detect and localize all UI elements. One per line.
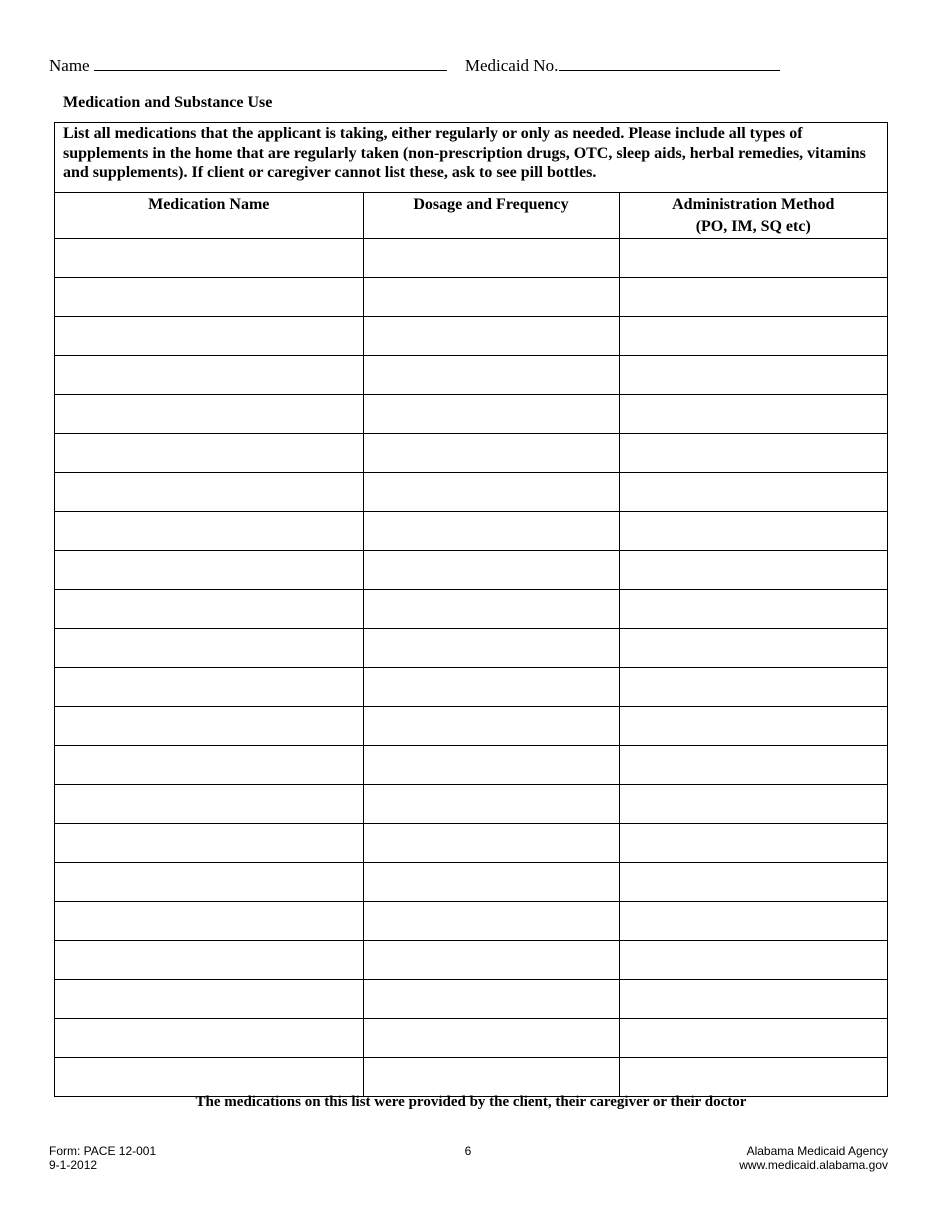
table-row (55, 629, 887, 668)
medicaid-number-field[interactable] (559, 56, 780, 71)
medication-name-cell[interactable] (55, 512, 363, 551)
administration-method-cell[interactable] (619, 941, 887, 980)
medication-name-cell[interactable] (55, 902, 363, 941)
medication-name-cell[interactable] (55, 1058, 363, 1097)
administration-method-cell[interactable] (619, 434, 887, 473)
administration-method-cell[interactable] (619, 746, 887, 785)
form-date: 9-1-2012 (49, 1158, 98, 1172)
instructions-text: List all medications that the applicant is taking, either regularly or only as needed. Please include all types of supplements in the home that are regularly taken (non-prescription drugs, OTC, sleep aids, herbal remedies, vitamins and supplements). If client or caregiver cannot list these, ask to see pill bottles. (55, 123, 887, 193)
medication-name-cell[interactable] (55, 824, 363, 863)
medication-name-cell[interactable] (55, 941, 363, 980)
dosage-frequency-cell[interactable] (363, 239, 619, 278)
table-row (55, 1058, 887, 1097)
table-row (55, 785, 887, 824)
dosage-frequency-cell[interactable] (363, 434, 619, 473)
table-row (55, 863, 887, 902)
table-row (55, 434, 887, 473)
applicant-header (49, 56, 780, 76)
medication-name-cell[interactable] (55, 317, 363, 356)
medicaid-number-label: Medicaid No. (464, 56, 559, 75)
dosage-frequency-cell[interactable] (363, 824, 619, 863)
medication-name-cell[interactable] (55, 551, 363, 590)
administration-method-cell[interactable] (619, 239, 887, 278)
medication-name-cell[interactable] (55, 278, 363, 317)
dosage-frequency-cell[interactable] (363, 473, 619, 512)
medication-name-cell[interactable] (55, 629, 363, 668)
administration-method-cell[interactable] (619, 278, 887, 317)
medication-name-cell[interactable] (55, 590, 363, 629)
column-header-dosage-frequency: Dosage and Frequency (363, 193, 619, 239)
medication-form-box (54, 122, 888, 1097)
dosage-frequency-cell[interactable] (363, 590, 619, 629)
table-row (55, 395, 887, 434)
dosage-frequency-cell[interactable] (363, 1019, 619, 1058)
column-header-administration-method: Administration Method (PO, IM, SQ etc) (619, 193, 887, 239)
dosage-frequency-cell[interactable] (363, 785, 619, 824)
table-row (55, 512, 887, 551)
medication-name-cell[interactable] (55, 980, 363, 1019)
administration-method-cell[interactable] (619, 1058, 887, 1097)
attestation-note: The medications on this list were provided by the client, their caregiver or their doctor (195, 1094, 747, 1110)
dosage-frequency-cell[interactable] (363, 629, 619, 668)
table-row (55, 824, 887, 863)
administration-method-cell[interactable] (619, 1019, 887, 1058)
medication-table (55, 193, 887, 1096)
dosage-frequency-cell[interactable] (363, 317, 619, 356)
administration-method-cell[interactable] (619, 356, 887, 395)
dosage-frequency-cell[interactable] (363, 512, 619, 551)
administration-method-cell[interactable] (619, 707, 887, 746)
administration-method-cell[interactable] (619, 902, 887, 941)
dosage-frequency-cell[interactable] (363, 356, 619, 395)
administration-method-cell[interactable] (619, 473, 887, 512)
administration-method-cell[interactable] (619, 629, 887, 668)
table-row (55, 707, 887, 746)
table-row (55, 590, 887, 629)
table-row (55, 239, 887, 278)
administration-method-cell[interactable] (619, 863, 887, 902)
table-row (55, 551, 887, 590)
administration-method-cell[interactable] (619, 668, 887, 707)
dosage-frequency-cell[interactable] (363, 746, 619, 785)
dosage-frequency-cell[interactable] (363, 941, 619, 980)
agency-website: www.medicaid.alabama.gov (739, 1158, 888, 1172)
medication-name-cell[interactable] (55, 668, 363, 707)
administration-method-cell[interactable] (619, 590, 887, 629)
dosage-frequency-cell[interactable] (363, 980, 619, 1019)
table-row (55, 1019, 887, 1058)
medication-name-cell[interactable] (55, 746, 363, 785)
table-row (55, 941, 887, 980)
dosage-frequency-cell[interactable] (363, 668, 619, 707)
dosage-frequency-cell[interactable] (363, 278, 619, 317)
agency-name: Alabama Medicaid Agency (746, 1144, 888, 1158)
administration-method-cell[interactable] (619, 317, 887, 356)
table-row (55, 746, 887, 785)
medication-name-cell[interactable] (55, 785, 363, 824)
form-id: Form: PACE 12-001 (49, 1144, 157, 1158)
table-row (55, 317, 887, 356)
dosage-frequency-cell[interactable] (363, 551, 619, 590)
table-row (55, 668, 887, 707)
medication-name-cell[interactable] (55, 707, 363, 746)
medication-table-body (55, 239, 887, 1097)
dosage-frequency-cell[interactable] (363, 902, 619, 941)
medication-name-cell[interactable] (55, 239, 363, 278)
administration-method-cell[interactable] (619, 980, 887, 1019)
table-header-row (55, 193, 887, 239)
table-row (55, 473, 887, 512)
administration-method-cell[interactable] (619, 824, 887, 863)
dosage-frequency-cell[interactable] (363, 1058, 619, 1097)
table-row (55, 980, 887, 1019)
administration-method-cell[interactable] (619, 551, 887, 590)
name-field[interactable] (94, 56, 447, 71)
medication-name-cell[interactable] (55, 356, 363, 395)
medication-name-cell[interactable] (55, 1019, 363, 1058)
table-row (55, 902, 887, 941)
administration-method-cell[interactable] (619, 512, 887, 551)
medication-name-cell[interactable] (55, 434, 363, 473)
dosage-frequency-cell[interactable] (363, 395, 619, 434)
table-row (55, 278, 887, 317)
footer-agency-info (739, 1144, 888, 1172)
dosage-frequency-cell[interactable] (363, 707, 619, 746)
table-row (55, 356, 887, 395)
administration-method-cell[interactable] (619, 395, 887, 434)
section-title: Medication and Substance Use (63, 94, 273, 111)
name-label: Name (49, 56, 90, 75)
dosage-frequency-cell[interactable] (363, 863, 619, 902)
medication-name-cell[interactable] (55, 395, 363, 434)
medication-name-cell[interactable] (55, 473, 363, 512)
page-number: 6 (464, 1144, 472, 1158)
medication-name-cell[interactable] (55, 863, 363, 902)
column-header-medication-name: Medication Name (55, 193, 363, 239)
administration-method-cell[interactable] (619, 785, 887, 824)
